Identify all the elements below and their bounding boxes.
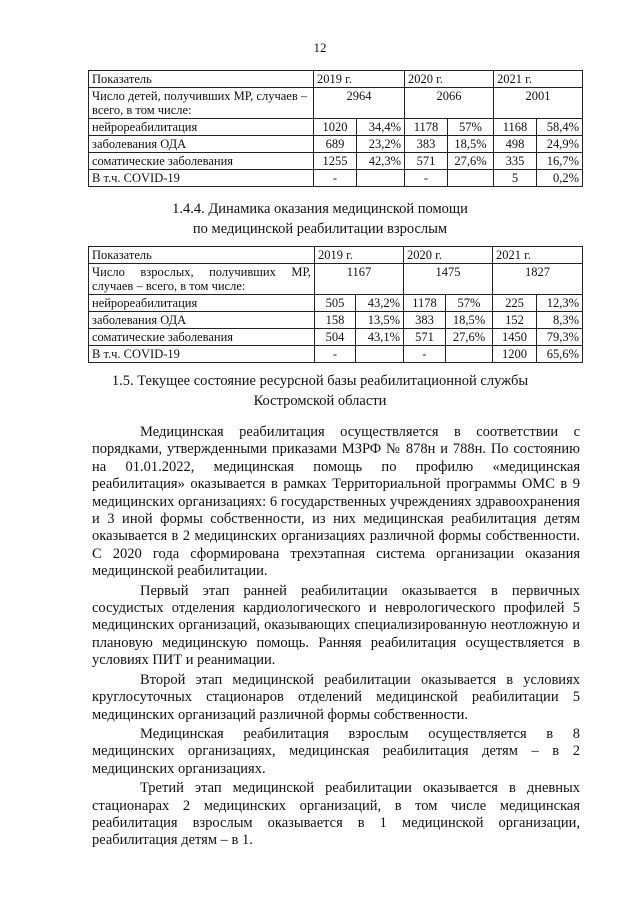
header-indicator: Показатель: [89, 247, 315, 264]
row-label: заболевания ОДА: [89, 136, 314, 153]
total-value: 2001: [494, 88, 583, 119]
table-header-row: [89, 71, 583, 88]
total-label: [89, 264, 315, 295]
row-label: нейрореабилитация: [89, 119, 314, 136]
header-year: 2021 г.: [494, 71, 583, 88]
total-label-line: случаев – всего, в том числе:: [92, 279, 246, 293]
cell-count: -: [404, 346, 446, 363]
heading-line: 1.4.4. Динамика оказания медицинской помощи: [172, 201, 468, 217]
cell-count: 383: [404, 312, 446, 329]
adults-rehab-table: [88, 246, 583, 363]
total-label: Число детей, получивших МР, случаев – всего, в том числе:: [89, 88, 314, 119]
cell-count: 1255: [314, 153, 357, 170]
cell-percent: 13,5%: [356, 312, 404, 329]
cell-count: 225: [493, 295, 537, 312]
cell-count: 1168: [494, 119, 537, 136]
cell-count: 1178: [405, 119, 448, 136]
section-heading-1-5: [0, 371, 640, 411]
cell-count: 158: [315, 312, 356, 329]
table-row: [89, 329, 583, 346]
paragraph: Медицинская реабилитация осуществляется в соответствии с порядками, утвержденными приказами МЗРФ № 878н и 788н. По состоянию на 01.01.2022, медицинская помощь по профилю «медицинская реабилитация» оказывается в рамках Территориальной программы ОМС в 9 медицинских организациях: 6 государственных учреждениях здравоохранения и 3 иной формы собственности, из них медицинская реабилитация детям оказывается в 2 медицинских организациях различной формы собственности. С 2020 года сформирована трехэтапная система организации оказания медицинской реабилитации.: [92, 424, 580, 580]
section-heading-1-4-4: [0, 199, 640, 239]
cell-percent: [357, 170, 405, 187]
cell-percent: 34,4%: [357, 119, 405, 136]
header-year: 2020 г.: [404, 247, 493, 264]
cell-percent: 16,7%: [537, 153, 583, 170]
paragraph: Первый этап ранней реабилитации оказывается в первичных сосудистых отделения кардиологического и неврологического профилей 5 медицинских организаций, оказывающих специализированную неотложную и плановую медицинскую помощь. Ранняя реабилитация осуществляется в условиях ПИТ и реанимации.: [92, 582, 580, 669]
cell-count: 571: [405, 153, 448, 170]
cell-count: 505: [315, 295, 356, 312]
cell-percent: 23,2%: [357, 136, 405, 153]
cell-percent: [356, 346, 404, 363]
header-year: 2019 г.: [315, 247, 404, 264]
header-year: 2020 г.: [405, 71, 494, 88]
table-row: [89, 346, 583, 363]
total-value: 1475: [404, 264, 493, 295]
cell-count: 335: [494, 153, 537, 170]
cell-percent: 58,4%: [537, 119, 583, 136]
cell-percent: 79,3%: [537, 329, 583, 346]
cell-percent: 12,3%: [537, 295, 583, 312]
table-row: [89, 295, 583, 312]
total-value: 2066: [405, 88, 494, 119]
cell-count: -: [315, 346, 356, 363]
total-label-line: Число взрослых, получивших МР,: [92, 265, 311, 279]
table-header-row: [89, 247, 583, 264]
total-value: 1827: [493, 264, 583, 295]
cell-percent: 57%: [446, 295, 493, 312]
header-indicator: Показатель: [89, 71, 314, 88]
paragraph: Медицинская реабилитация взрослым осуществляется в 8 медицинских организациях, медицинская реабилитация детям – в 2 медицинских организациях.: [92, 725, 580, 777]
row-label: соматические заболевания: [89, 329, 315, 346]
paragraph: Второй этап медицинской реабилитации оказывается в условиях круглосуточных стационаров отделений медицинской реабилитации 5 медицинских организаций различной формы собственности.: [92, 671, 580, 723]
cell-count: 1020: [314, 119, 357, 136]
cell-percent: 65,6%: [537, 346, 583, 363]
cell-percent: 42,3%: [357, 153, 405, 170]
cell-count: 152: [493, 312, 537, 329]
cell-count: 383: [405, 136, 448, 153]
cell-count: 1178: [404, 295, 446, 312]
heading-line: по медицинской реабилитации взрослым: [192, 221, 448, 237]
table-row: [89, 170, 583, 187]
cell-count: 498: [494, 136, 537, 153]
cell-percent: 8,3%: [537, 312, 583, 329]
heading-line: Костромской области: [253, 393, 387, 409]
cell-count: 504: [315, 329, 356, 346]
table-total-row: [89, 264, 583, 295]
paragraph: Третий этап медицинской реабилитации оказывается в дневных стационарах 2 медицинских организаций, в том числе медицинская реабилитация взрослым оказывается в 1 медицинской организации, реабилитация детям – в 1.: [92, 780, 580, 849]
row-label: заболевания ОДА: [89, 312, 315, 329]
row-label: В т.ч. COVID-19: [89, 170, 314, 187]
total-value: 1167: [315, 264, 404, 295]
cell-count: 1450: [493, 329, 537, 346]
cell-count: 1200: [493, 346, 537, 363]
header-year: 2021 г.: [493, 247, 583, 264]
row-label: нейрореабилитация: [89, 295, 315, 312]
cell-count: -: [314, 170, 357, 187]
table-row: [89, 312, 583, 329]
table-row: [89, 136, 583, 153]
table-total-row: [89, 88, 583, 119]
page-number: 12: [313, 40, 327, 55]
cell-percent: 43,1%: [356, 329, 404, 346]
cell-percent: 27,6%: [448, 153, 494, 170]
cell-count: 5: [494, 170, 537, 187]
cell-percent: [448, 170, 494, 187]
cell-percent: 0,2%: [537, 170, 583, 187]
cell-count: -: [405, 170, 448, 187]
children-rehab-table: [88, 70, 583, 187]
cell-percent: 24,9%: [537, 136, 583, 153]
cell-percent: 18,5%: [446, 312, 493, 329]
cell-count: 571: [404, 329, 446, 346]
row-label: В т.ч. COVID-19: [89, 346, 315, 363]
cell-count: 689: [314, 136, 357, 153]
cell-percent: 27,6%: [446, 329, 493, 346]
table-row: [89, 153, 583, 170]
table-row: [89, 119, 583, 136]
heading-line: 1.5. Текущее состояние ресурсной базы реабилитационной службы: [111, 373, 529, 389]
cell-percent: 43,2%: [356, 295, 404, 312]
cell-percent: 57%: [448, 119, 494, 136]
header-year: 2019 г.: [314, 71, 405, 88]
row-label: соматические заболевания: [89, 153, 314, 170]
body-text: [92, 424, 580, 850]
cell-percent: 18,5%: [448, 136, 494, 153]
cell-percent: [446, 346, 493, 363]
total-value: 2964: [314, 88, 405, 119]
